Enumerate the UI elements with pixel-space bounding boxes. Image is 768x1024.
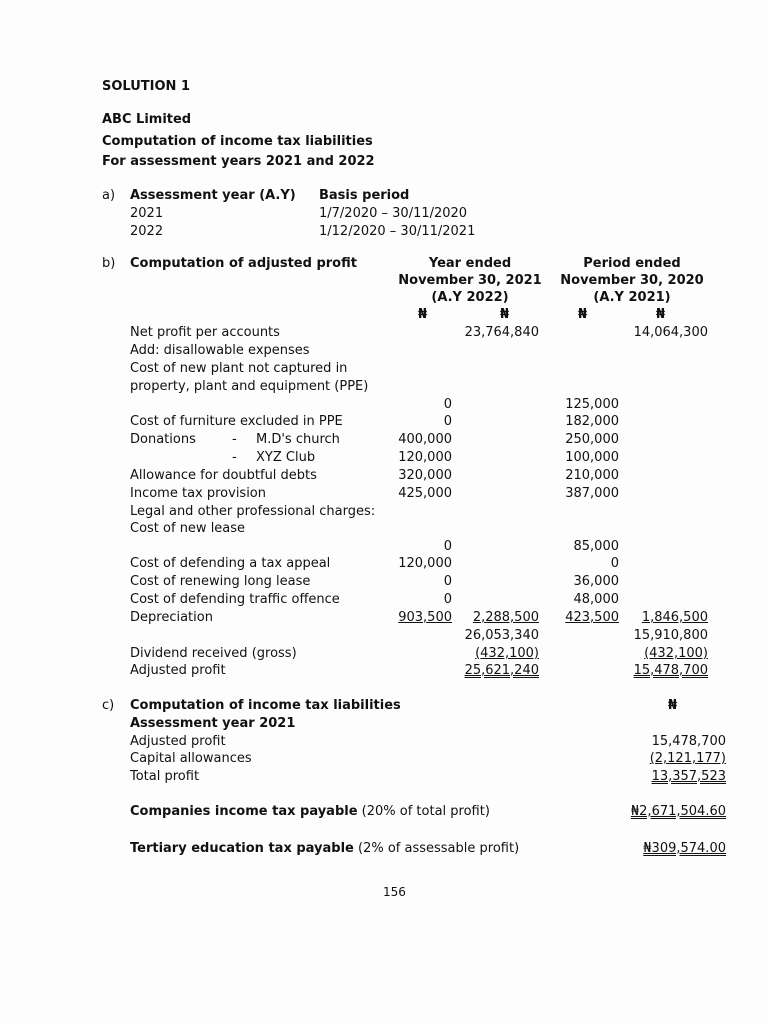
label-doubtful-debts: Allowance for doubtful debts [130, 468, 317, 483]
adjusted-profit-title: Computation of adjusted profit [130, 256, 357, 271]
capital-allowances-value: (2,121,177) [649, 751, 726, 766]
v2021-doubtful: 210,000 [565, 468, 619, 483]
label-tax-appeal: Cost of defending a tax appeal [130, 556, 331, 571]
v2021-net-profit: 14,064,300 [633, 325, 708, 340]
label-c-adjusted-profit: Adjusted profit [130, 734, 226, 749]
v2022-furniture: 0 [443, 414, 452, 429]
cit-note: (20% of total profit) [357, 804, 490, 819]
v2022-club: 120,000 [398, 450, 452, 465]
label-new-plant-1: Cost of new plant not captured in [130, 361, 348, 376]
dash-club: - [232, 450, 237, 465]
section-c-letter: c) [102, 698, 115, 713]
label-capital-allowances: Capital allowances [130, 751, 252, 766]
v2022-subtotal: 26,053,340 [464, 628, 539, 643]
dash-church: - [232, 432, 237, 447]
label-depreciation: Depreciation [130, 610, 213, 625]
v2021-depreciation: 423,500 [565, 610, 619, 625]
label-add-disallowable: Add: disallowable expenses [130, 343, 310, 358]
period-ended-header-1: Period ended [583, 256, 681, 271]
v2022-net-profit: 23,764,840 [464, 325, 539, 340]
v2021-dividend: (432,100) [644, 646, 708, 661]
v2022-tax-provision: 425,000 [398, 486, 452, 501]
basis-period-header: Basis period [319, 188, 410, 203]
total-profit-value: 13,357,523 [651, 769, 726, 784]
computation-title: Computation of income tax liabilities [102, 134, 373, 149]
v2022-new-plant: 0 [443, 397, 452, 412]
v2021-new-lease: 85,000 [573, 539, 619, 554]
v2021-traffic: 48,000 [573, 592, 619, 607]
v2022-tax-appeal: 120,000 [398, 556, 452, 571]
v2022-traffic: 0 [443, 592, 452, 607]
assessment-year-2022: 2022 [130, 224, 164, 239]
basis-period-2022: 1/12/2020 – 30/11/2021 [319, 224, 476, 239]
year-ended-header-2: November 30, 2021 [398, 273, 542, 288]
year-ended-header-3: (A.Y 2022) [431, 290, 509, 305]
period-ended-header-3: (A.Y 2021) [593, 290, 671, 305]
label-traffic-offence: Cost of defending traffic offence [130, 592, 340, 607]
assessment-year-subtitle: Assessment year 2021 [130, 716, 296, 731]
page-number: 156 [383, 885, 406, 899]
label-legal: Legal and other professional charges: [130, 504, 376, 519]
cit-value: ₦2,671,504.60 [630, 804, 726, 819]
v2022-church: 400,000 [398, 432, 452, 447]
v2021-furniture: 182,000 [565, 414, 619, 429]
income-tax-title: Computation of income tax liabilities [130, 698, 401, 713]
v2021-new-plant: 125,000 [565, 397, 619, 412]
v2022-renew-lease: 0 [443, 574, 452, 589]
label-club: XYZ Club [256, 450, 316, 465]
label-total-profit: Total profit [130, 769, 200, 784]
naira-symbol-2022-inner: ₦ [418, 307, 428, 322]
label-new-lease: Cost of new lease [130, 521, 246, 536]
v2021-church: 250,000 [565, 432, 619, 447]
label-tet: Tertiary education tax payable [130, 841, 354, 856]
v2022-depreciation: 903,500 [398, 610, 452, 625]
section-a-letter: a) [102, 188, 116, 203]
label-donations: Donations [130, 432, 196, 447]
assessment-year-header: Assessment year (A.Y) [130, 188, 296, 203]
v2022-dividend: (432,100) [475, 646, 539, 661]
years-title: For assessment years 2021 and 2022 [102, 154, 375, 169]
naira-symbol-2021-inner: ₦ [578, 307, 588, 322]
v2021-adjusted-profit: 15,478,700 [633, 663, 708, 678]
v2021-club: 100,000 [565, 450, 619, 465]
v2021-renew-lease: 36,000 [573, 574, 619, 589]
label-church: M.D's church [256, 432, 340, 447]
year-ended-header-1: Year ended [428, 256, 512, 271]
v2022-new-lease: 0 [443, 539, 452, 554]
v2022-total-additions: 2,288,500 [472, 610, 539, 625]
tet-line [130, 841, 519, 857]
period-ended-header-2: November 30, 2020 [560, 273, 704, 288]
label-new-plant-2: property, plant and equipment (PPE) [130, 379, 369, 394]
cit-line [130, 804, 490, 820]
label-furniture: Cost of furniture excluded in PPE [130, 414, 343, 429]
solution-title: SOLUTION 1 [102, 79, 190, 94]
company-name: ABC Limited [102, 112, 192, 127]
label-tax-provision: Income tax provision [130, 486, 267, 501]
v2022-doubtful: 320,000 [398, 468, 452, 483]
naira-symbol-2021-outer: ₦ [656, 307, 666, 322]
section-b-letter: b) [102, 256, 116, 271]
label-adjusted-profit: Adjusted profit [130, 663, 226, 678]
tet-note: (2% of assessable profit) [353, 841, 520, 856]
label-dividend: Dividend received (gross) [130, 646, 297, 661]
tet-value: ₦309,574.00 [643, 841, 726, 856]
basis-period-2021: 1/7/2020 – 30/11/2020 [319, 206, 468, 221]
c-adjusted-profit-value: 15,478,700 [651, 734, 726, 749]
label-net-profit: Net profit per accounts [130, 325, 280, 340]
label-renew-lease: Cost of renewing long lease [130, 574, 311, 589]
label-cit: Companies income tax payable [130, 804, 358, 819]
naira-symbol-c: ₦ [668, 698, 678, 713]
assessment-year-2021: 2021 [130, 206, 164, 221]
v2021-subtotal: 15,910,800 [633, 628, 708, 643]
v2021-total-additions: 1,846,500 [641, 610, 708, 625]
v2021-tax-provision: 387,000 [565, 486, 619, 501]
naira-symbol-2022-outer: ₦ [500, 307, 510, 322]
v2022-adjusted-profit: 25,621,240 [464, 663, 539, 678]
v2021-tax-appeal: 0 [610, 556, 619, 571]
